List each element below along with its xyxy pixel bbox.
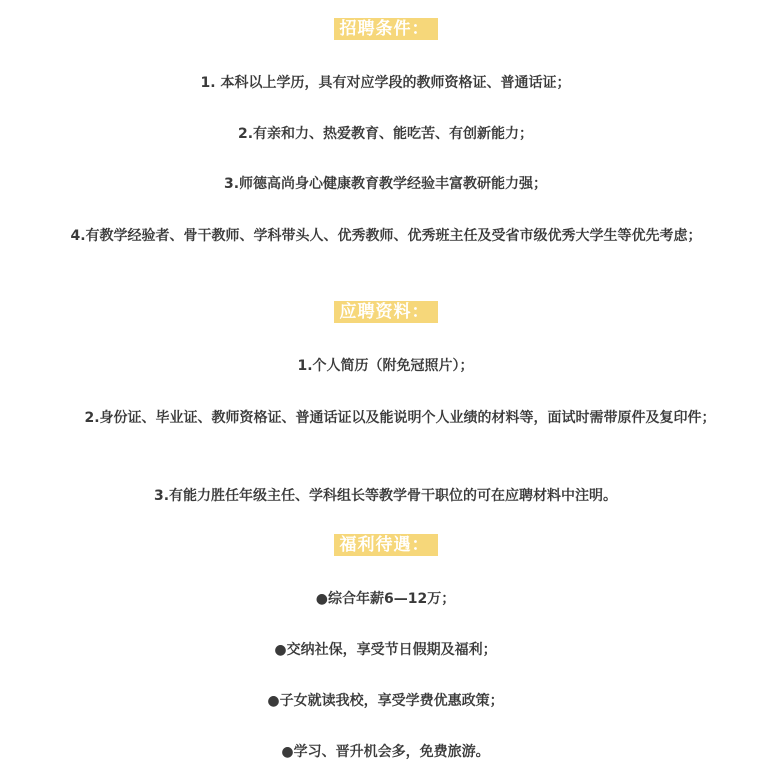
heading-benefits: [0, 534, 771, 556]
materials-item-3: 3.有能力胜任年级主任、学科组长等教学骨干职位的可在应聘材料中注明。: [153, 488, 618, 504]
heading-benefits-label: 福利待遇：: [334, 534, 438, 556]
benefits-item-1: ●综合年薪6—12万；: [315, 591, 456, 607]
heading-materials: [0, 301, 771, 323]
heading-materials-label: 应聘资料：: [334, 301, 438, 323]
benefits-item-2: ●交纳社保，享受节日假期及福利；: [274, 642, 497, 658]
requirement-item-2: 2.有亲和力、热爱教育、能吃苦、有创新能力；: [237, 126, 534, 142]
materials-item-1: 1.个人简历（附免冠照片）；: [297, 358, 474, 374]
benefits-item-3: ●子女就读我校，享受学费优惠政策；: [267, 693, 504, 709]
heading-requirements: [0, 18, 771, 40]
benefits-item-4: ●学习、晋升机会多，免费旅游。: [281, 744, 490, 760]
requirement-item-4: 4.有教学经验者、骨干教师、学科带头人、优秀教师、优秀班主任及受省市级优秀大学生等优先考虑；: [70, 228, 702, 244]
requirement-item-3: 3.师德高尚身心健康教育教学经验丰富教研能力强；: [223, 176, 548, 192]
requirement-item-1: 1. 本科以上学历，具有对应学段的教师资格证、普通话证；: [200, 75, 571, 91]
materials-item-2: 2.身份证、毕业证、教师资格证、普通话证以及能说明个人业绩的材料等，面试时需带原件及复印件；: [84, 410, 716, 426]
heading-requirements-label: 招聘条件：: [334, 18, 438, 40]
